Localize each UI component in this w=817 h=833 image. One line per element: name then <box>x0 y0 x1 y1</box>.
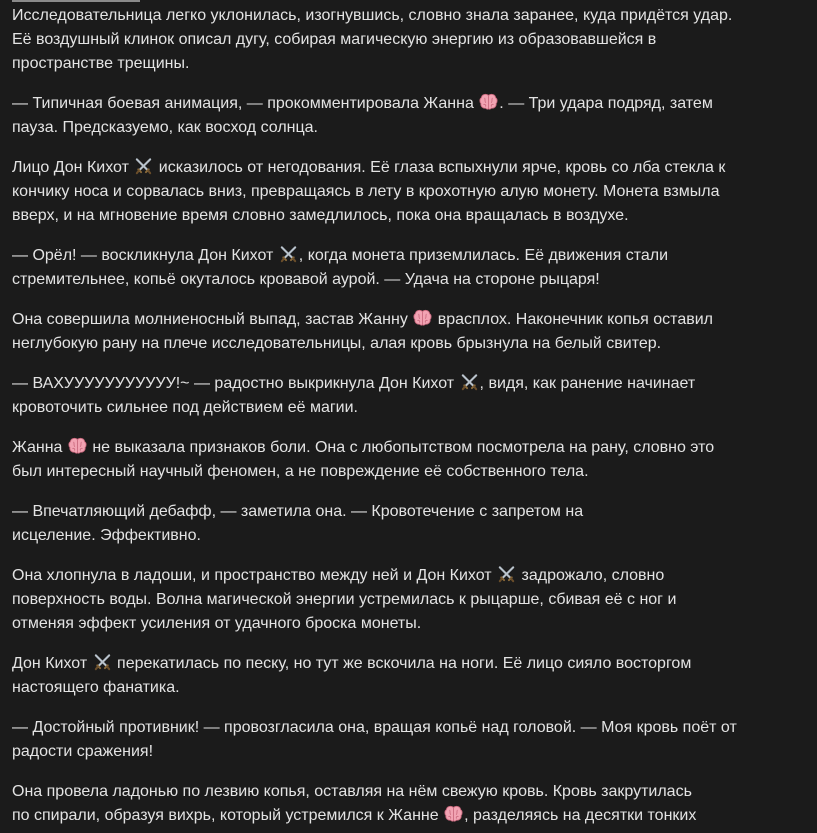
text-segment: не выказала признаков боли. Она с любопытством посмотрела на рану, словно это <box>87 439 715 456</box>
text-segment: Она провела ладонью по лезвию копья, оставляя на нём свежую кровь. Кровь закрутилась <box>12 783 692 800</box>
text-segment: задрожало, словно <box>517 567 665 584</box>
text-segment: — Типичная боевая анимация, — прокомментировала Жанна <box>12 95 479 112</box>
text-segment: настоящего фанатика. <box>12 679 180 696</box>
text-segment: — ВАХУУУУУУУУУУУ!~ — радостно выкрикнула Дон Кихот <box>12 375 459 392</box>
text-segment: поверхность воды. Волна магической энергии устремилась к рыцарше, сбивая её с ног и <box>12 591 677 608</box>
text-line <box>12 716 802 740</box>
brain-icon <box>68 437 87 455</box>
text-segment: перекатилась по песку, но тут же вскочила на ноги. Её лицо сияло восторгом <box>112 655 692 672</box>
paragraph <box>12 92 802 140</box>
text-line <box>12 204 802 228</box>
text-segment: пространстве трещины. <box>12 55 190 72</box>
crossed-swords-icon <box>460 373 479 391</box>
text-segment: Дон Кихот <box>12 655 92 672</box>
text-line <box>12 588 802 612</box>
brain-icon <box>413 309 432 327</box>
text-line <box>12 244 802 268</box>
text-segment: неглубокую рану на плече исследовательницы, алая кровь брызнула на белый свитер. <box>12 335 662 352</box>
text-segment: . — Три удара подряд, затем <box>499 95 713 112</box>
text-line <box>12 92 802 116</box>
paragraph <box>12 500 802 548</box>
paragraph <box>12 780 802 828</box>
text-line <box>12 564 802 588</box>
text-segment: исцеление. Эффективно. <box>12 527 201 544</box>
text-line <box>12 116 802 140</box>
brain-icon <box>444 805 463 823</box>
text-line <box>12 500 802 524</box>
text-segment: — Орёл! — воскликнула Дон Кихот <box>12 247 278 264</box>
crossed-swords-icon <box>497 565 516 583</box>
paragraph <box>12 156 802 228</box>
text-line <box>12 180 802 204</box>
paragraph <box>12 4 802 76</box>
paragraph <box>12 244 802 292</box>
crossed-swords-icon <box>134 157 153 175</box>
crossed-swords-icon <box>279 245 298 263</box>
text-segment: , видя, как ранение начинает <box>479 375 696 392</box>
text-line <box>12 676 802 700</box>
text-line <box>12 268 802 292</box>
text-segment: по спирали, образуя вихрь, который устремился к Жанне <box>12 807 444 824</box>
chapter-text <box>12 4 802 833</box>
text-segment: — Впечатляющий дебафф, — заметила она. — Кровотечение с запретом на <box>12 503 584 520</box>
text-segment: Её воздушный клинок описал дугу, собирая магическую энергию из образовавшейся в <box>12 31 657 48</box>
paragraph <box>12 716 802 764</box>
text-line <box>12 780 802 804</box>
text-segment: исказилось от негодования. Её глаза вспыхнули ярче, кровь со лба стекла к <box>154 159 726 176</box>
text-segment: вверх, и на мгновение время словно замедлилось, пока она вращалась в воздухе. <box>12 207 629 224</box>
text-line <box>12 436 802 460</box>
text-line <box>12 460 802 484</box>
text-segment: , разделяясь на десятки тонких <box>464 807 697 824</box>
text-segment: отменяя эффект усиления от удачного броска монеты. <box>12 615 422 632</box>
text-segment: , когда монета приземлилась. Её движения стали <box>298 247 669 264</box>
text-segment: врасплох. Наконечник копья оставил <box>433 311 713 328</box>
text-segment: стремительнее, копьё окуталось кровавой аурой. — Удача на стороне рыцаря! <box>12 271 600 288</box>
text-segment: Лицо Дон Кихот <box>12 159 134 176</box>
text-line <box>12 396 802 420</box>
text-line <box>12 804 802 828</box>
text-line <box>12 612 802 636</box>
paragraph <box>12 564 802 636</box>
text-line <box>12 156 802 180</box>
text-segment: Исследовательница легко уклонилась, изогнувшись, словно знала заранее, куда придётся удар. <box>12 7 733 24</box>
top-divider <box>12 0 140 2</box>
text-segment: пауза. Предсказуемо, как восход солнца. <box>12 119 318 136</box>
text-line <box>12 28 802 52</box>
brain-icon <box>479 93 498 111</box>
text-segment: Она хлопнула в ладоши, и пространство между ней и Дон Кихот <box>12 567 497 584</box>
text-segment: кончику носа и сорвалась вниз, превращаясь в лету в крохотную алую монету. Монета взмыла <box>12 183 720 200</box>
text-segment: — Достойный противник! — провозгласила она, вращая копьё над головой. — Моя кровь поёт от <box>12 719 737 736</box>
paragraph <box>12 372 802 420</box>
text-line <box>12 740 802 764</box>
text-segment: был интересный научный феномен, а не повреждение её собственного тела. <box>12 463 589 480</box>
paragraph <box>12 308 802 356</box>
text-line <box>12 524 802 548</box>
text-line <box>12 652 802 676</box>
text-segment: Она совершила молниеносный выпад, застав Жанну <box>12 311 413 328</box>
paragraph <box>12 436 802 484</box>
text-line <box>12 52 802 76</box>
crossed-swords-icon <box>93 653 112 671</box>
text-segment: радости сражения! <box>12 743 154 760</box>
text-line <box>12 4 802 28</box>
text-segment: Жанна <box>12 439 67 456</box>
text-line <box>12 332 802 356</box>
text-line <box>12 308 802 332</box>
text-line <box>12 372 802 396</box>
paragraph <box>12 652 802 700</box>
text-segment: кровоточить сильнее под действием её магии. <box>12 399 358 416</box>
